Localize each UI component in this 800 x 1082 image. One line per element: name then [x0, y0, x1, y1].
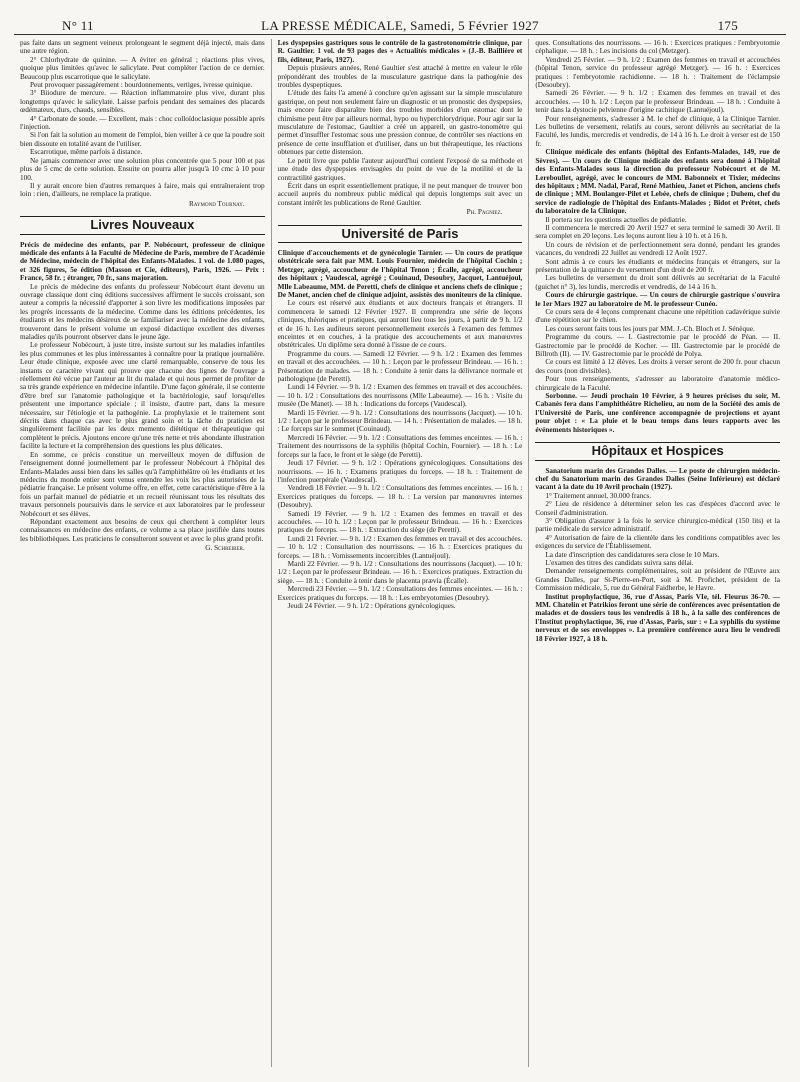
paragraph: Samedi 26 Février. — 9 h. 1/2 : Examen des femmes en travail et des accouchées. — 10 h. 1/2 : Leçon par le professeur Brindeau. — 18 h. : Conduite à tenir dans la dystocie pelvienne d'origine rachitique (Lantuéjoul).: [535, 89, 781, 115]
institute-entry: Institut prophylactique, 36, rue d'Assas, Paris VIe, tél. Fleurus 36-70. — MM. Chatelin et Patrikios feront une série de conférences avec présentation de malades et de dossiers tous les vendredis à 18 h., à la salle des conférences de l'Institut prophylactique, 36, rue d'Assas, Paris, sur : « La syphilis du système nerveux et de ses enveloppes ». La première conférence aura lieu le vendredi 18 Février 1927, à 18 h.: [535, 592, 781, 643]
paragraph: Mardi 22 Février. — 9 h. 1/2 : Consultations des nourrissons (Jacquet). — 10 h. 1/2 : Leçon par le professeur Brindeau. — 16 h. : Exercices pratiques. Extraction du siège. — 18 h. : Conduite à tenir dans le placenta prævia (Écalle).: [277, 559, 523, 585]
column-3: [528, 39, 786, 1067]
paragraph: ques. Consultations des nourrissons. — 16 h. : Exercices pratiques : l'embryotomie céphalique. — 18 h. : Les incisions du col (Metzger).: [535, 39, 781, 56]
section-title-livres: Livres Nouveaux: [20, 216, 265, 234]
paragraph: Vendredi 18 Février. — 9 h. 1/2 : Consultations des femmes enceintes. — 16 h. : Exercices pratiques du forceps. — 18 h. : La version par manœuvres internes (Desoubry).: [277, 484, 523, 510]
paragraph: Il portera sur les questions actuelles de pédiatrie.: [545, 215, 687, 224]
hospital-entry: Sanatorium marin des Grandes Dalles. — Le poste de chirurgien médecin-chef du Sanatorium marin des Grandes Dalles (Seine Inférieure) est déclaré vacant à la date du 10 Avril prochain (1927).: [535, 466, 781, 492]
paragraph: Lundi 21 Février. — 9 h. 1/2 : Examen des femmes en travail et des accouchées. — 10 h. 1/2 : Consultation des nourrissons. — 16 h. : Exercices pratiques du forceps. — 18 h. : Vomissements incoercibles (Lantuéjoul).: [277, 534, 523, 560]
columns: [14, 39, 786, 1067]
paragraph: Il y aurait encore bien d'autres remarques à faire, mais qui entraîneraient trop loin : rien, d'ailleurs, ne remplace la pratique.: [20, 181, 265, 199]
paragraph: L'étude des faits l'a amené à conclure qu'en agissant sur la simple musculature gastrique, on peut non seulement faire un diagnostic et un pronostic des dyspepsies, mais encore faire disparaître bien des troubles morbides d'un estomac dont le chimisme peut être par ailleurs normal, hypo ou hyperchlorydrique. Pour agir sur la musculature de l'estomac, Gaultier a créé un appareil, un gastro-tonomètre qui permet d'insuffler l'estomac sous une pression connue, de contrôler ses réactions en présence de cette insufflation et d'utiliser, dans un but thérapeutique, les réactions obtenues par cette distension.: [277, 89, 523, 157]
paragraph: Depuis plusieurs années, René Gaultier s'est attaché à mettre en valeur le rôle prépondérant des troubles de la musculature gastrique dans la pathogénie des troubles dyspeptiques.: [277, 64, 523, 90]
issue-number: N° 11: [62, 18, 94, 33]
col1-top: [20, 39, 265, 199]
paragraph: Ne jamais commencer avec une solution plus concentrée que 5 pour 100 et pas plus de 5 cmc de cette solution. Ensuite on pourra aller jusqu'à 10 cmc à 10 pour 100.: [20, 156, 265, 182]
book-entry: Les dyspepsies gastriques sous le contrôle de la gastrotonométrie clinique, par R. Gaultier. 1 vol. de 93 pages des « Actualités médicales » (J.-B. Baillière et fils, éditeur, Paris, 1927).: [277, 39, 523, 64]
paragraph: La date d'inscription des candidatures sera close le 10 Mars.: [545, 550, 720, 559]
paragraph: Escarrotique, même parfois à distance.: [30, 148, 143, 157]
newspaper-title: LA PRESSE MÉDICALE, Samedi, 5 Février 1927: [261, 18, 539, 33]
course-entry: Clinique médicale des enfants (hôpital des Enfants-Malades, 149, rue de Sèvres). — Un cours de Clinique médicale des enfants sera donné à l'hôpital des Enfants-Malades sous la direction du professeur Nobécourt et de M. Lereboullet, agrégé, avec le concours de MM. Babonneix et Tixier, médecins des hôpitaux ; MM. Nadal, Paraf, René Mathieu, Janet et Pichon, anciens chefs de clinique ; MM. Boulanger-Pilet et Lebée, chefs de clinique ; Duhem, chef du service de radiologie de l'hôpital des Enfants-Malades ; Bidot et Prétet, chefs du laboratoire de la Clinique.: [535, 148, 781, 216]
paragraph: Le précis de médecine des enfants du professeur Nobécourt étant devenu un ouvrage classique dont cinq éditions successives affirment le succès croissant, son auteur a compris la nécessité d'apporter à son livre les modifications imposées par les progrès incessants de la médecine. Comme dans les éditions précédentes, les étudiants et les médecins désireux de se familiariser avec la médecine des enfants, trouveront dans le présent volume un exposé didactique excellent des diverses maladies qu'ils pourront observer dans le jeune âge.: [20, 282, 265, 341]
book-entry: Précis de médecine des enfants, par P. Nobécourt, professeur de clinique médicale des enfants à la Faculté de Médecine de Paris, membre de l'Académie de Médecine, médecin de l'hôpital des Enfants-Malades. 1 vol. de 1.080 pages, et 326 figures, 5e édition (Masson et Cie, éditeurs), Paris, 1926. — Prix : France, 58 fr. ; étranger, 70 fr., sans majoration.: [20, 240, 265, 283]
paragraph: Mardi 15 Février. — 9 h. 1/2 : Consultations des nourrissons (Jacquet). — 10 h. 1/2 : Leçon par le professeur Brindeau. — 14 h. : Présentation de malades. — 18 h. : Le forceps sur le sommet (Couinaud).: [277, 408, 523, 434]
paragraph: Jeudi 24 Février. — 9 h. 1/2 : Opérations gynécologiques.: [287, 602, 456, 610]
column-1: [14, 39, 271, 1067]
column-2: [271, 39, 529, 1067]
paragraph: Si l'on fait la solution au moment de l'emploi, bien veiller à ce que la poudre soit bien dissoute en totalité avant de l'utiliser.: [20, 131, 265, 148]
paragraph: Il commencera le mercredi 20 Avril 1927 et sera terminé le samedi 30 Avril. Il sera complet en 20 leçons. Les leçons auront lieu à 10 h. et à 16 h.: [535, 223, 781, 241]
course-entry: Cours de chirurgie gastrique. — Un cours de chirurgie gastrique s'ouvrira le 1er Mars 1927 au laboratoire de M. le professeur Cunéo.: [535, 291, 781, 308]
paragraph: L'examen des titres des candidats suivra sans délai.: [545, 558, 694, 567]
paragraph: Écrit dans un esprit essentiellement pratique, il ne peut manquer de trouver bon accueil auprès du nombreux public médical qui depuis longtemps suit avec un constant intérêt les publications de René Gaultier.: [277, 181, 523, 207]
author-signature: G. Schreiber.: [205, 544, 245, 553]
paragraph: 2° Lieu de résidence à déterminer selon les cas d'espèces d'accord avec le Conseil d'administration.: [535, 500, 781, 517]
author-signature: Raymond Tournay.: [188, 199, 245, 208]
page-number: 175: [717, 18, 738, 33]
paragraph: Sont admis à ce cours les étudiants et médecins français et étrangers, sur la présentation de la quittance du versement d'un droit de 200 fr.: [535, 257, 781, 274]
paragraph: Pour renseignements, s'adresser à M. le chef de clinique, à la Clinique Tarnier. Les bulletins de versement, relatifs au cours, seront délivrés au secrétariat de la Faculté, les lundis, mercredis et vendredis, de 14 à 16 h. Le droit à verser est de 150 fr.: [535, 114, 781, 148]
paragraph: 4° Carbonate de soude. — Excellent, mais : choc colloïdoclasique possible après l'injection.: [20, 114, 265, 132]
paragraph: Répondant exactement aux besoins de ceux qui cherchent à compléter leurs connaissances en médecine des enfants, ce volume a sa place justifiée dans toutes les bibliothèques. Les praticiens le consulteront souvent et avec le plus grand profit.: [20, 517, 265, 543]
course-entry: Sorbonne. — Jeudi prochain 10 Février, à 9 heures précises du soir, M. Cabanès fera dans l'amphithéâtre Richelieu, au nom de la Société des amis de l'Université de Paris, une conférence accompagnée de projections et ayant pour objet : « La pluie et le beau temps dans leurs rapports avec les événements historiques ».: [535, 392, 781, 434]
paragraph: Pour tous renseignements, s'adresser au laboratoire d'anatomie médico-chirurgicale de la Faculté.: [535, 375, 781, 392]
paragraph: Les cours seront faits tous les jours par MM. J.-Ch. Bloch et J. Sénèque.: [545, 324, 755, 333]
paragraph: Mercredi 23 Février. — 9 h. 1/2 : Consultations des femmes enceintes. — 16 h. : Exercices pratiques du forceps. — 18 h. : Les embryotomies (Desoubry).: [277, 585, 523, 602]
paragraph: Programme du cours. — I. Gastrectomie par le procédé de Péan. — II. Gastrectomie par le procédé de Kocher. — III. Gastrectomie par le procédé de Billroth (II). — IV. Gastrectomie par le procédé de Polya.: [535, 333, 781, 359]
paragraph: Le cours est réservé aux étudiants et aux docteurs français et étrangers. Il commencera le samedi 12 Février 1927. Il comprendra une série de leçons cliniques, théoriques et pratiques, qui auront lieu tous les jours, à partir de 9 h. 1/2 et de 16 h. Les auditeurs seront personnellement exercés à l'examen des femmes enceintes et en couches, à la pratique des accouchements et aux manœuvres obstétricales. Un diplôme sera donné à l'issue de ce cours.: [277, 299, 523, 350]
paragraph: Demander renseignements complémentaires, soit au président de l'Œuvre aux Grandes Dalles, par St-Pierre-en-Port, soit à M. Profichet, président de la Commission médicale, 5, rue du Général Faidherbe, le Havre.: [535, 567, 781, 593]
author-signature: Ph. Pagniez.: [466, 208, 503, 217]
paragraph: pas faite dans un segment veineux prolongeant le segment déjà injecté, mais dans une autre région.: [20, 39, 265, 56]
paragraph: 3° Obligation d'assurer à la fois le service chirurgico-médical (150 lits) et la partie médicale du service administratif.: [535, 516, 781, 534]
masthead: [14, 0, 786, 35]
course-entry: Clinique d'accouchements et de gynécologie Tarnier. — Un cours de pratique obstétricale sera fait par MM. Louis Fournier, médecin de l'hôpital Cochin ; Metzger, agrégé, accoucheur de l'hôpital Tenon ; Écalle, agrégé, accoucheur des hôpitaux ; Vaudescal, agrégé ; Couinaud, Desoubry, Jacquet, Lantuéjoul, Mlle Labeaume, MM. de Peretti, chefs de clinique et anciens chefs de clinique ; De Manet, ancien chef de clinique adjoint, assistés des moniteurs de la clinique.: [277, 248, 523, 299]
paragraph: Le professeur Nobécourt, à juste titre, insiste surtout sur les maladies infantiles les plus communes et les plus intéressantes à connaître pour la pratique journalière. Leur étude clinique, exposée avec une clarté remarquable, conserve de tous les instants ce caractère vivant qui prouve que chacune des lignes de l'ouvrage a réellement été vécue par l'auteur au lit du malade et qui nous permet de profiter de sa très grande expérience en médecine infantile. D'une façon générale, il se contente d'être bref sur l'anatomie pathologique et la bactériologie, sauf lorsqu'elles présentent une importance spéciale ; il insiste, d'autre part, dans la mesure nécessaire, sur l'étiologie et la pathogénie. La prophylaxie et le traitement sont décrits dans chaque cas avec le plus grand soin et la tâche du praticien est singulièrement facilitée par les deux memento diététique et thérapeutique qui complètent le précis. Ajoutons encore qu'une très nette et très abondante illustration facilite la lecture et la compréhension des questions les plus délicates.: [20, 341, 265, 451]
paragraph: Programme du cours. — Samedi 12 Février. — 9 h. 1/2 : Examen des femmes en travail et des accouchées. — 10 h. : Leçon par le professeur Brindeau. — 16 h. : Présentation de malades. — 18 h. : Conduite à tenir dans la délivrance normale et pathologique (de Peretti).: [277, 349, 523, 384]
paragraph: Peut provoquer passagèrement : bourdonnements, vertiges, ivresse quinique.: [30, 81, 253, 90]
paragraph: 3° Biiodure de mercure. — Réaction inflammatoire plus vive, durant plus longtemps qu'avec le salicylate. Laisse parfois pendant des semaines des placards œdémateux, durs, chauds, sensibles.: [20, 89, 265, 115]
paragraph: Lundi 14 Février. — 9 h. 1/2 : Examen des femmes en travail et des accouchées. — 10 h. 1/2 : Consultations des nourrissons (Mlle Labeaume). — 16 h. : Visite du musée (De Manet). — 18 h. : Indications du forceps (Vaudescal).: [277, 383, 523, 409]
paragraph: Ce cours sera de 4 leçons comprenant chacune une répétition cadavérique suivie d'une répétition sur le chien.: [535, 308, 781, 325]
paragraph: Le petit livre que publie l'auteur aujourd'hui contient l'exposé de sa méthode et une étude des dyspepsies envisagées du point de vue de la motilité et de la contractilité gastriques.: [277, 156, 523, 182]
paragraph: Ce cours est limité à 12 élèves. Les droits à verser seront de 200 fr. pour chacun des cours (non divisibles).: [535, 358, 781, 375]
section-title-universite: Université de Paris: [278, 225, 523, 243]
paragraph: Jeudi 17 Février. — 9 h. 1/2 : Opérations gynécologiques. Consultations des nourrissons. — 16 h. : Examens pratiques du forceps. — 18 h. : Traitement de l'infection puerpérale (Vaudescal).: [277, 459, 523, 484]
paragraph: Vendredi 25 Février. — 9 h. 1/2 : Examen des femmes en travail et accouchées (hôpital Tenon, service du professeur agrégé Metzger). — 16 h. : Exercices pratiques : l'embryotomie rachidienne. — 18 h. : Traitement de l'éclampsie (Desoubry).: [535, 55, 781, 90]
paragraph: Un cours de révision et de perfectionnement sera donné, pendant les grandes vacances, du vendredi 22 Juillet au vendredi 12 Août 1927.: [535, 240, 781, 258]
paragraph: Samedi 19 Février. — 9 h. 1/2 : Examen des femmes en travail et des accouchées. — 10 h. 1/2 : Leçon par le professeur Brindeau. — 16 h. : Exercices pratiques de forceps. — 18 h. : Extraction du siège (de Peretti).: [277, 509, 523, 535]
paragraph: En somme, ce précis constitue un merveilleux moyen de diffusion de l'enseignement donné journellement par le professeur Nobécourt à l'hôpital des Enfants-Malades aussi bien dans les salles qu'à l'amphithéâtre où les étudiants et les médecins du monde entier sont venus entendre les voix les plus autorisées de la pédiatrie française. Le présent volume offre, en effet, cette caractéristique d'être à la fois un parfait manuel de pédiatrie et un recueil réunissant tous les résultats des travaux personnels poursuivis dans le service et aux laboratoires par le professeur Nobécourt et ses élèves.: [20, 450, 265, 518]
paragraph: 2° Chlorhydrate de quinine. — A éviter en général ; réactions plus vives, quoique plus limitées qu'avec le salicylate. Peut compléter l'action de ce dernier. Beaucoup plus escarrotique que le salicylate.: [20, 55, 265, 81]
paragraph: Mercredi 16 Février. — 9 h. 1/2 : Consultations des femmes enceintes. — 16 h. : Traitement des nourrissons de la syphilis (hôpital Cochin, Fournier). — 18 h. : Le forceps sur la face, le front et le siège (de Peretti).: [277, 433, 523, 459]
section-title-hopitaux: Hôpitaux et Hospices: [535, 442, 780, 460]
paragraph: 4° Autorisation de faire de la clientèle dans les conditions compatibles avec les exigences du service de l'Établissement.: [535, 533, 781, 551]
paragraph: Les bulletins de versement du droit sont délivrés au secrétariat de la Faculté (guichet n° 3), les lundis, mercredis et vendredis, de 14 à 16 h.: [535, 274, 781, 291]
paragraph: 1° Traitement annuel, 30.000 francs.: [545, 491, 652, 500]
